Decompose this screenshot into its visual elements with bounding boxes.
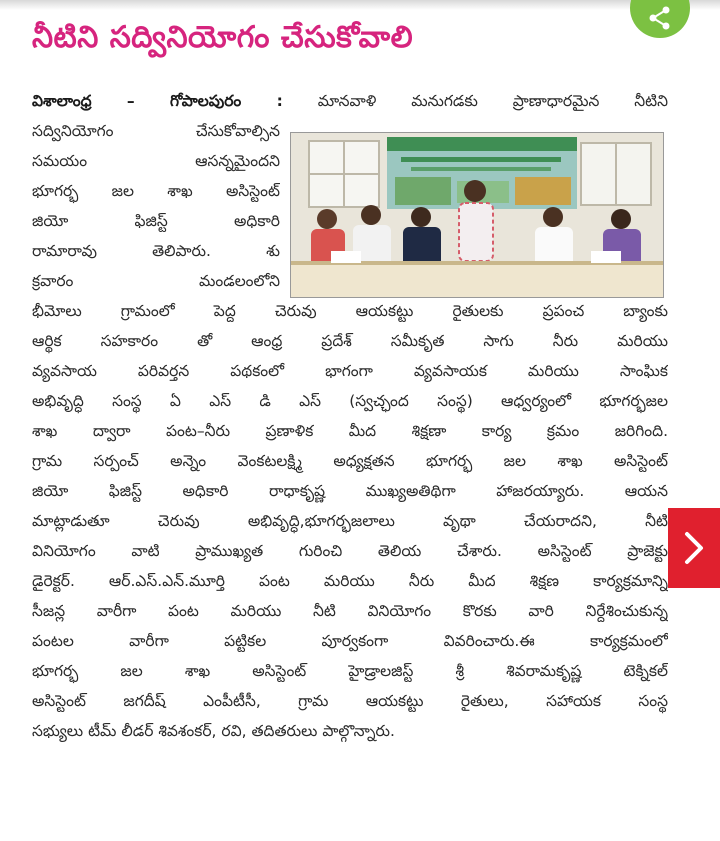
share-icon	[647, 5, 673, 31]
article-line: క్రవారం మండలంలోని	[32, 272, 280, 290]
article-line: సభ్యులు టీమ్ లీడర్ శివశంకర్, రవి, తదితరులు పాల్గొన్నారు.	[32, 722, 395, 740]
article-line: అభివృద్ధి సంస్థ ఏ ఎస్ డి ఎస్ (స్వచ్ఛంద సంస్థ) ఆధ్వర్యంలో భూగర్భజల	[32, 392, 668, 410]
article-line: జియో ఫిజిస్ట్ అధికారి రాధాకృష్ణ ముఖ్యఅతిథిగా హాజరయ్యారు. ఆయన	[32, 482, 668, 500]
article-line: ఆర్థిక సహకారం తో ఆంధ్ర ప్రదేశ్ సమీకృత సాగు నీరు మరియు	[32, 332, 668, 350]
article-line: జియో ఫిజిస్ట్ అధికారి	[32, 212, 280, 230]
clipped-previous-line	[0, 0, 720, 10]
article-line: డైరెక్టర్. ఆర్.ఎస్.ఎన్.మూర్తి పంట మరియు నీరు మీద శిక్షణ కార్యక్రమాన్ని	[32, 572, 668, 590]
meeting-photo-illustration	[291, 133, 663, 297]
share-button[interactable]	[630, 0, 690, 38]
article-line: భూగర్భ జల శాఖ అసిస్టెంట్ హైడ్రాలజిస్ట్ శ్రీ శివరామకృష్ణ టెక్నికల్	[32, 662, 668, 680]
article-headline: నీటిని సద్వినియోగం చేసుకోవాలి	[32, 20, 414, 55]
article-line: భీమోలు గ్రామంలో పెద్ద చెరువు ఆయకట్టు రైతులకు ప్రపంచ బ్యాంకు	[32, 302, 668, 320]
article-line: రామారావు తెలిపారు. శు	[32, 242, 280, 260]
article-line: అసిస్టెంట్ జగదీష్ ఎంపీటీసీ, గ్రామ ఆయకట్టు రైతులు, సహాయక సంస్థ	[32, 692, 668, 710]
article-line: వినియోగం వాటి ప్రాముఖ్యత గురించి తెలియ చేశారు. అసిస్టెంట్ ప్రాజెక్టు	[32, 542, 668, 560]
article-photo	[290, 132, 664, 298]
next-article-button[interactable]	[668, 508, 720, 588]
article-text: మానవాళి మనుగడకు ప్రాణాధారమైన నీటిని	[317, 92, 668, 110]
dateline: విశాలాంధ్ర – గోపాలపురం :	[32, 92, 283, 110]
article-line: భూగర్భ జల శాఖ అసిస్టెంట్	[32, 182, 280, 200]
article-line: పంటల వారీగా పట్టికల పూర్వకంగా వివరించారు.ఈ కార్యక్రమంలో	[32, 632, 668, 650]
chevron-right-icon	[681, 528, 707, 568]
article-line: సద్వినియోగం చేసుకోవాల్సిన	[32, 122, 280, 140]
article-line: మాట్లాడుతూ చెరువు అభివృద్ధి,భూగర్భజలాలు వృథా చేయరాదని, నీటి	[32, 512, 668, 530]
article-line: సీజన్ల వారీగా పంట మరియు నీటి వినియోగం కొరకు వారి నిర్దేశించుకున్న	[32, 602, 668, 620]
article-line: వ్యవసాయ పరివర్తన పథకంలో భాగంగా వ్యవసాయక మరియు సాంఘిక	[32, 362, 668, 380]
article-line: శాఖ ద్వారా పంట–నీరు ప్రణాళిక మీద శిక్షణా కార్య క్రమం జరిగింది.	[32, 422, 668, 440]
article-line: సమయం ఆసన్నమైందని	[32, 152, 280, 170]
article-line	[32, 86, 668, 116]
article-line: గ్రామ సర్పంచ్ అన్నెం వెంకటలక్ష్మి అధ్యక్షతన భూగర్భ జల శాఖ అసిస్టెంట్	[32, 452, 668, 470]
